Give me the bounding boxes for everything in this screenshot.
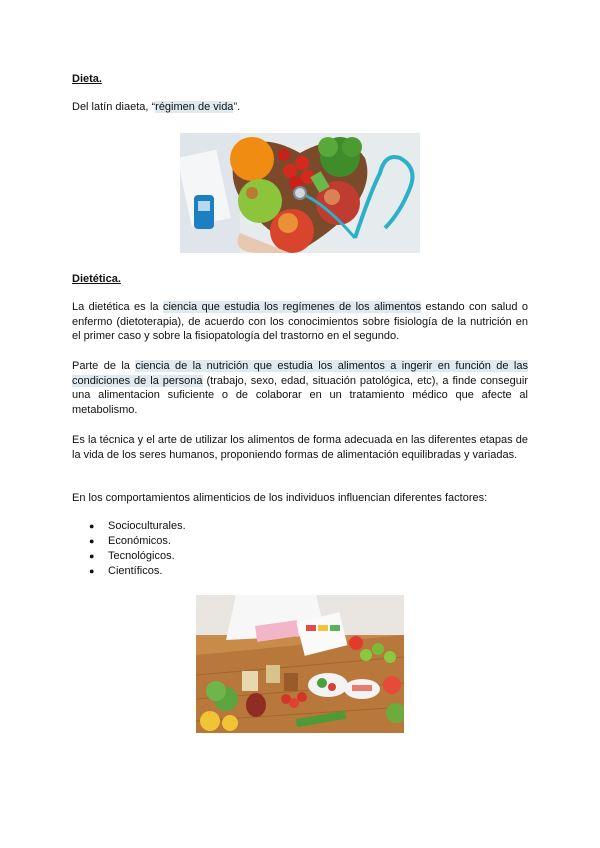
nutritionist-vegetables-image xyxy=(196,595,404,733)
list-item: ● Tecnológicos. xyxy=(89,550,175,562)
bullet-icon: ● xyxy=(89,566,95,576)
latin-origin xyxy=(72,100,528,115)
p2-before: Parte de la xyxy=(72,360,136,372)
paragraph-technique: Es la técnica y el arte de utilizar los alimentos de forma adecuada en las diferentes etapas de la vida de los seres humanos, proponiendo formas de alimentación equilibradas y variadas. xyxy=(72,434,528,461)
fruit-heart-bowl-image xyxy=(180,133,420,253)
bullet-icon: ● xyxy=(89,551,95,561)
heading-dieta: Dieta. xyxy=(72,73,102,85)
paragraph-definition xyxy=(72,300,528,344)
list-item: ● Económicos. xyxy=(89,535,171,547)
list-item: ● Socioculturales. xyxy=(89,520,186,532)
bullet-icon: ● xyxy=(89,521,95,531)
heading-dietetica: Dietética. xyxy=(72,273,121,285)
paragraph-factors-intro: En los comportamientos alimenticios de los individuos influencian diferentes factores: xyxy=(72,492,488,504)
latin-highlight: régimen de vida xyxy=(155,101,234,113)
latin-after: ”. xyxy=(233,101,241,113)
p2-highlight: ciencia de la nutrición que estudia los alimentos a ingerir en función de las condiciones de la persona xyxy=(72,360,528,387)
p1-after: estando con salud o enfermo (dietoterapia), de acuerdo con los conocimientos sobre fisiología de la nutrición en el primer caso y sobre la fisiopatología del trastorno en el segundo. xyxy=(72,301,528,342)
p1-before: La dietética es la xyxy=(72,301,163,313)
p1-highlight: ciencia que estudia los regímenes de los alimentos xyxy=(162,301,422,313)
p2-after: (trabajo, sexo, edad, situación patológica, etc), a finde conseguir una alimentacion suficiente o de colaborar en un tratamiento médico que afecte al metabolismo. xyxy=(72,374,529,416)
factors-list xyxy=(72,519,186,579)
list-item: ● Científicos. xyxy=(89,565,163,577)
paragraph-nutrition-science xyxy=(72,359,528,417)
latin-before: Del latín diaeta, “ xyxy=(72,101,156,113)
bullet-icon: ● xyxy=(89,536,95,546)
